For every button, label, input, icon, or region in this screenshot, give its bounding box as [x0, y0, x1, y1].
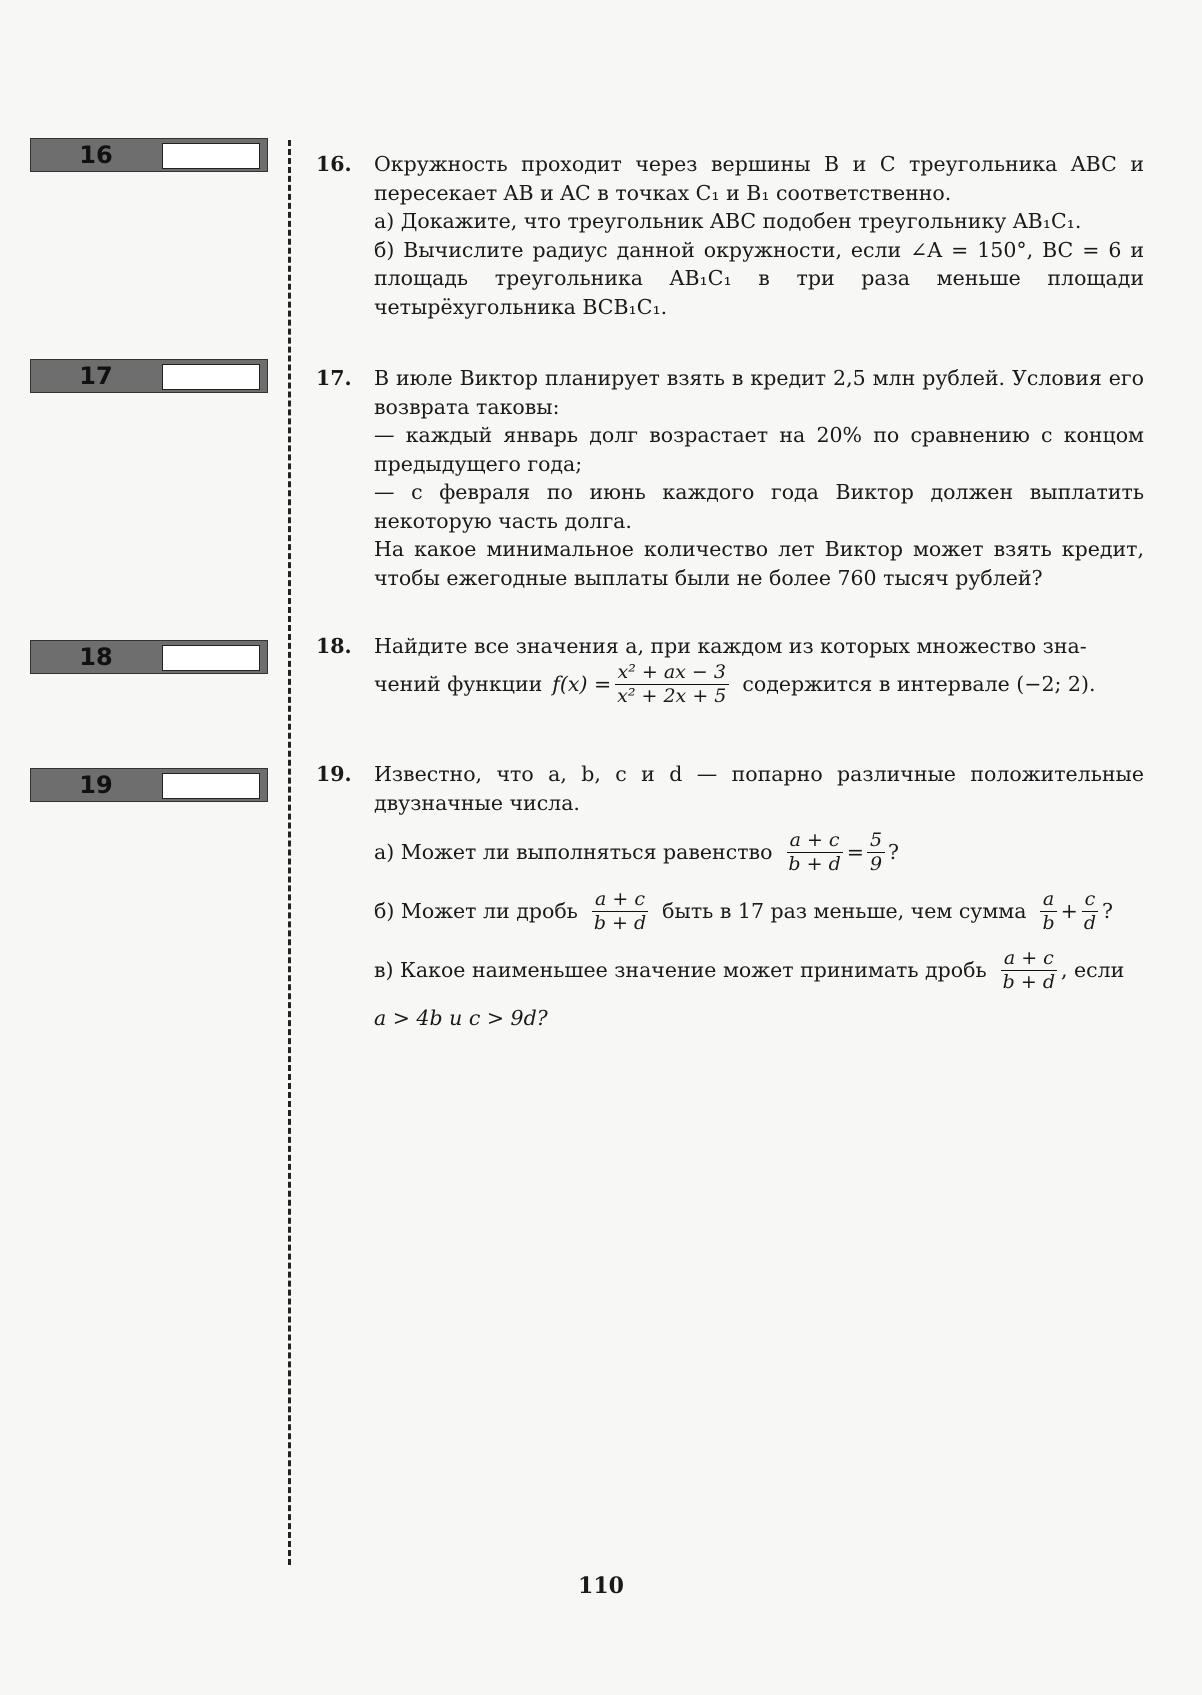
answer-field-19[interactable]	[162, 773, 260, 799]
fraction-denominator: d	[1083, 912, 1097, 934]
task-18-post: содержится в интервале (−2; 2).	[742, 671, 1096, 696]
answer-field-17[interactable]	[162, 364, 260, 390]
answer-box-label: 19	[79, 771, 113, 799]
function-name: f(x) =	[552, 671, 612, 696]
answer-field-18[interactable]	[162, 645, 260, 671]
task-18	[316, 632, 1144, 708]
answer-box-label: 16	[79, 141, 113, 169]
fraction-numerator: a + c	[787, 829, 843, 853]
task-18-pre: чений функции	[374, 671, 543, 696]
fraction-denominator: b + d	[788, 853, 841, 875]
task-17-question: На какое минимальное количество лет Виктор может взять кредит, чтобы ежегодные выплаты были не более 760 тысяч рублей?	[374, 537, 1144, 590]
function-fraction	[614, 661, 729, 708]
question-mark: ?	[1102, 899, 1114, 924]
task-16-part-b: б) Вычислите радиус данной окружности, если ∠A = 150°, BC = 6 и площадь треугольника AB₁C₁ в три раза меньше площади четырёхугольника BCB₁C₁.	[374, 237, 1144, 319]
answer-box-18	[30, 640, 268, 674]
fraction-denominator: b + d	[593, 912, 647, 934]
task-19-part-a	[374, 829, 1144, 876]
fraction-denominator: b	[1042, 912, 1055, 934]
part-a-fraction	[785, 829, 843, 876]
plus-sign: +	[1060, 899, 1078, 924]
part-a-text: а) Может ли выполняться равенство	[374, 840, 773, 865]
part-c-text: в) Какое наименьшее значение может принимать дробь	[374, 958, 987, 983]
answer-box-17	[30, 359, 268, 393]
task-17-condition-2: — с февраля по июнь каждого года Виктор должен выплатить некоторую часть долга.	[374, 480, 1144, 533]
task-number: 19.	[316, 762, 352, 786]
part-a-ratio	[867, 829, 885, 876]
task-18-line-1: Найдите все значения a, при каждом из которых множество зна-	[374, 634, 1087, 658]
part-b-text: б) Может ли дробь	[374, 899, 578, 924]
task-19-part-b	[374, 888, 1144, 935]
answer-box-label: 18	[79, 643, 113, 671]
fraction-numerator: 5	[867, 829, 885, 853]
task-16	[316, 150, 1144, 321]
question-mark: ?	[888, 840, 900, 865]
answer-box-16	[30, 138, 268, 172]
equals-sign: =	[846, 840, 864, 865]
task-number: 16.	[316, 152, 352, 176]
fraction-denominator: b + d	[1002, 971, 1055, 993]
fraction-denominator: x² + 2x + 5	[617, 684, 727, 707]
answer-box-label: 17	[79, 362, 113, 390]
part-b-mid: быть в 17 раз меньше, чем сумма	[662, 899, 1027, 924]
task-19-intro: Известно, что a, b, c и d — попарно различные положительные двузначные числа.	[374, 762, 1144, 815]
task-17-condition-1: — каждый январь долг возрастает на 20% по сравнению с концом предыдущего года;	[374, 423, 1144, 476]
task-19-part-c	[374, 947, 1144, 994]
answer-field-16[interactable]	[162, 143, 260, 169]
part-c-condition: a > 4b и c > 9d?	[374, 1006, 548, 1030]
task-17-intro: В июле Виктор планирует взять в кредит 2,5 млн рублей. Условия его возврата таковы:	[374, 366, 1144, 419]
task-number: 18.	[316, 634, 352, 658]
part-c-post: , если	[1060, 958, 1125, 983]
fraction-numerator: c	[1082, 888, 1099, 912]
task-16-part-a: а) Докажите, что треугольник ABC подобен треугольнику AB₁C₁.	[374, 209, 1082, 233]
fraction-numerator: a	[1040, 888, 1057, 912]
task-16-statement: Окружность проходит через вершины B и C треугольника ABC и пересекает AB и AC в точках C₁ и B₁ соответственно.	[374, 152, 1144, 205]
cut-line	[288, 140, 291, 1565]
fraction-c-over-d	[1081, 888, 1099, 935]
task-19	[316, 760, 1144, 1033]
task-number: 17.	[316, 366, 352, 390]
fraction-numerator: x² + ax − 3	[615, 661, 729, 685]
fraction-numerator: a + c	[592, 888, 648, 912]
part-b-fraction	[591, 888, 649, 935]
fraction-a-over-b	[1039, 888, 1057, 935]
page-number: 110	[578, 1573, 624, 1599]
fraction-denominator: 9	[869, 853, 883, 875]
task-17	[316, 364, 1144, 592]
fraction-numerator: a + c	[1001, 947, 1057, 971]
answer-box-19	[30, 768, 268, 802]
part-c-fraction	[1000, 947, 1058, 994]
